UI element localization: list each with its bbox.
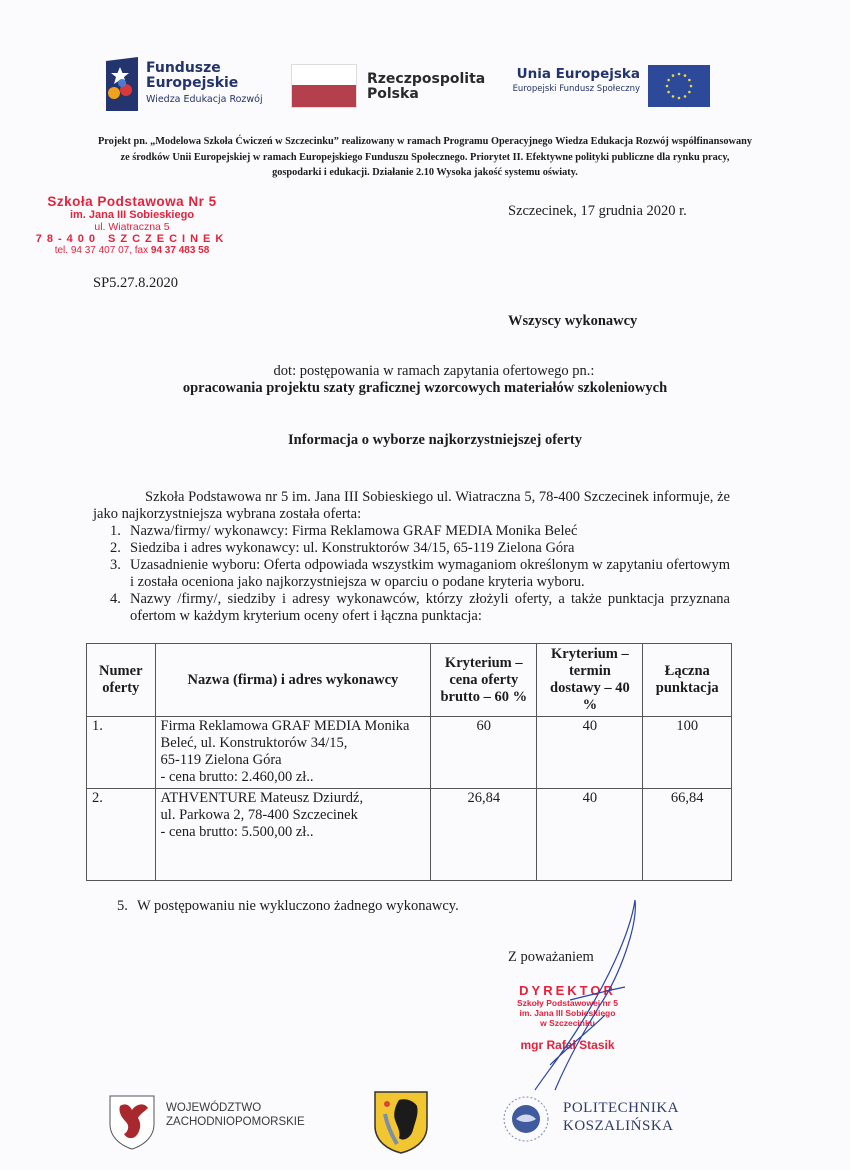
- school-stamp-line3: ul. Wiatraczna 5: [94, 221, 170, 233]
- politechnika-label: POLITECHNIKA KOSZALIŃSKA: [563, 1100, 679, 1134]
- eu-flag-icon: [648, 65, 710, 107]
- table-row: [87, 789, 732, 881]
- signature-scribble: [510, 895, 650, 1095]
- director-name: mgr Rafał Stasik: [520, 1038, 615, 1052]
- offer-number: 2.: [87, 789, 156, 881]
- politechnika-emblem-icon: [502, 1095, 550, 1143]
- list-item: 4. Nazwy /firmy/, siedziby i adresy wykonawców, którzy złożyli oferty, a także punktacja przyznana ofertom w każdym kryterium oceny ofert i łączna punktacja:: [110, 591, 730, 624]
- unia-europejska-logo: [500, 66, 640, 94]
- fundusze-europejskie-logo: [106, 57, 266, 111]
- price-score: 60: [431, 717, 537, 789]
- delivery-score: 40: [537, 789, 643, 881]
- szczecinek-coat-of-arms-icon: [373, 1090, 429, 1154]
- reference-number: SP5.27.8.2020: [93, 275, 179, 291]
- header-price-criterion: Kryterium – cena oferty brutto – 60 %: [431, 644, 537, 717]
- intro-paragraph: Szkoła Podstawowa nr 5 im. Jana III Sobieskiego ul. Wiatraczna 5, 78-400 Szczecinek informuje, że jako najkorzystniejsza wybrana została oferta:: [93, 489, 730, 522]
- header-contractor: Nazwa (firma) i adres wykonawcy: [155, 644, 431, 717]
- director-line1: Szkoły Podstawowej nr 5: [516, 998, 619, 1008]
- header-offer-number: Numer oferty: [87, 644, 156, 717]
- wojewodztwo-coat-of-arms-icon: [108, 1094, 156, 1150]
- table-row: [87, 717, 732, 789]
- list-item: 5. W postępowaniu nie wykluczono żadnego wykonawcy.: [117, 898, 459, 914]
- rzeczpospolita-line1: Rzeczpospolita: [367, 71, 486, 87]
- school-stamp: [22, 194, 242, 256]
- offer-number: 1.: [87, 717, 156, 789]
- list-item: 1. Nazwa/firmy/ wykonawcy: Firma Reklamowa GRAF MEDIA Monika Beleć: [110, 523, 578, 539]
- contractor-details: Firma Reklamowa GRAF MEDIA Monika Beleć, ul. Konstruktorów 34/15, 65-119 Zielona Góra - cena brutto: 2.460,00 zł..: [155, 717, 431, 789]
- subject-line1: dot: postępowania w ramach zapytania ofertowego pn.:: [273, 363, 595, 379]
- header-total-score: Łączna punktacja: [643, 644, 732, 717]
- fundusze-europejskie-icon: [106, 57, 138, 111]
- fundusze-subtitle: Wiedza Edukacja Rozwój: [146, 94, 263, 105]
- rzeczpospolita-line2: Polska: [367, 86, 419, 102]
- director-line2: im. Jana III Sobieskiego: [519, 1008, 616, 1018]
- subject-line2: opracowania projektu szaty graficznej wzorcowych materiałów szkoleniowych: [182, 380, 668, 396]
- price-score: 26,84: [431, 789, 537, 881]
- selection-details-list: [93, 523, 730, 625]
- director-line3: w Szczecinku: [540, 1018, 595, 1028]
- unia-subtitle: Europejski Fundusz Społeczny: [512, 84, 640, 94]
- fundusze-title-line2: Europejskie: [146, 75, 239, 91]
- place-date: Szczecinek, 17 grudnia 2020 r.: [508, 203, 687, 219]
- project-note: Projekt pn. „Modelowa Szkoła Ćwiczeń w Szczecinku” realizowany w ramach Programu Operacyjnego Wiedza Edukacja Rozwój współfinansowany ze środków Unii Europejskiej w ramach Europejskiego Funduszu Społecznego. Priorytet II. Efektywne polityki publiczne dla rynku pracy, gospodarki i edukacji. Działanie 2.10 Wysoka jakość systemu oświaty.: [97, 136, 753, 178]
- delivery-score: 40: [537, 717, 643, 789]
- school-stamp-line1: Szkoła Podstawowa Nr 5: [47, 194, 217, 209]
- list-item: 2. Siedziba i adres wykonawcy: ul. Konstruktorów 34/15, 65-119 Zielona Góra: [110, 540, 575, 556]
- rzeczpospolita-logo: [291, 64, 486, 108]
- total-score: 100: [643, 717, 732, 789]
- addressee: Wszyscy wykonawcy: [508, 313, 638, 329]
- offers-table: [86, 643, 732, 881]
- closing: Z poważaniem: [508, 949, 594, 965]
- document-title: Informacja o wyborze najkorzystniejszej oferty: [288, 432, 582, 448]
- wojewodztwo-label: WOJEWÓDZTWO ZACHODNIOPOMORSKIE: [166, 1102, 305, 1128]
- school-stamp-line4: 78-400 SZCZECINEK: [35, 233, 229, 245]
- unia-title: Unia Europejska: [516, 66, 640, 82]
- school-stamp-line2: im. Jana III Sobieskiego: [69, 209, 195, 221]
- contractor-details: ATHVENTURE Mateusz Dziurdź, ul. Parkowa 2, 78-400 Szczecinek - cena brutto: 5.500,00 zł..: [155, 789, 431, 881]
- total-score: 66,84: [643, 789, 732, 881]
- header-delivery-criterion: Kryterium – termin dostawy – 40 %: [537, 644, 643, 717]
- fundusze-title-line1: Fundusze: [146, 60, 221, 76]
- school-stamp-line5: tel. 94 37 407 07, fax 94 37 483 58: [54, 245, 210, 256]
- director-title: DYREKTOR: [519, 983, 616, 998]
- table-header-row: [87, 644, 732, 717]
- polish-flag-icon: [291, 64, 357, 108]
- list-item: 3. Uzasadnienie wyboru: Oferta odpowiada wszystkim wymaganiom określonym w zapytaniu ofertowym i została oceniona jako najkorzystniejsza w oparciu o podane kryteria wyboru.: [110, 557, 730, 590]
